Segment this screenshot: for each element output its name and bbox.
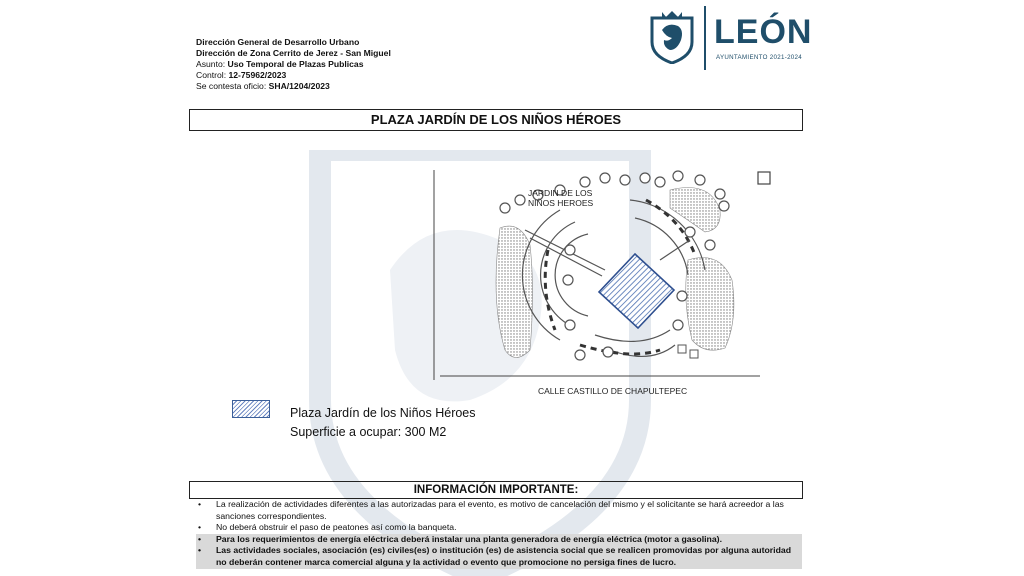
- leon-logo: [650, 6, 820, 70]
- green-area-east: [686, 258, 734, 351]
- map-label-garden-2: NIÑOS HEROES: [528, 198, 594, 208]
- map-label-street: CALLE CASTILLO DE CHAPULTEPEC: [538, 386, 688, 396]
- green-area-northeast: [670, 188, 720, 233]
- legend-name: Plaza Jardín de los Niños Héroes: [290, 406, 476, 420]
- control-label: Control:: [196, 70, 229, 80]
- logo-wordmark: LEÓN: [714, 13, 813, 51]
- info-item-highlighted: • Las actividades sociales, asociación (es) civiles(es) o institución (es) de asistencia social que se realicen promovidas por alguna autoridad no deberán contener marca comercial alguna y la actividad o evento que promocione no persiga fines de lucro.: [196, 545, 802, 568]
- document-header: [196, 37, 391, 92]
- legend-swatch: [232, 400, 270, 418]
- asunto-label: Asunto:: [196, 59, 228, 69]
- asunto-value: Uso Temporal de Plazas Publicas: [227, 59, 364, 69]
- logo-subtitle: AYUNTAMIENTO 2021-2024: [716, 54, 803, 61]
- info-item: • La realización de actividades diferentes a las autorizadas para el evento, es motivo de cancelación del mismo y el solicitante se hará acreedor a las sanciones correspondientes.: [196, 499, 802, 522]
- kiosk-structure: [758, 172, 770, 184]
- info-item-highlighted: • Para los requerimientos de energía eléctrica deberá instalar una planta generadora de energía eléctrica (motor a gasolina).: [196, 534, 802, 546]
- structure-small-1: [678, 345, 686, 353]
- site-plan-map: [420, 150, 790, 402]
- page-title: PLAZA JARDÍN DE LOS NIÑOS HÉROES: [189, 109, 803, 131]
- header-line-2: Dirección de Zona Cerrito de Jerez - San Miguel: [196, 48, 391, 58]
- lion-shield-icon: [650, 10, 694, 64]
- info-list: [196, 499, 802, 569]
- oficio-label: Se contesta oficio:: [196, 81, 269, 91]
- control-value: 12-75962/2023: [228, 70, 287, 80]
- map-label-garden-1: JARDIN DE LOS: [528, 188, 593, 198]
- legend-area: Superficie a ocupar: 300 M2: [290, 425, 447, 439]
- green-area-west: [496, 226, 533, 357]
- oficio-value: SHA/1204/2023: [268, 81, 330, 91]
- header-line-1: Dirección General de Desarrollo Urbano: [196, 37, 360, 47]
- event-area-highlight: [599, 254, 674, 328]
- structure-small-2: [690, 350, 698, 358]
- info-heading: INFORMACIÓN IMPORTANTE:: [189, 481, 803, 499]
- info-item: • No deberá obstruir el paso de peatones así como la banqueta.: [196, 522, 802, 534]
- logo-divider: [704, 6, 706, 70]
- legend-text: [290, 404, 490, 442]
